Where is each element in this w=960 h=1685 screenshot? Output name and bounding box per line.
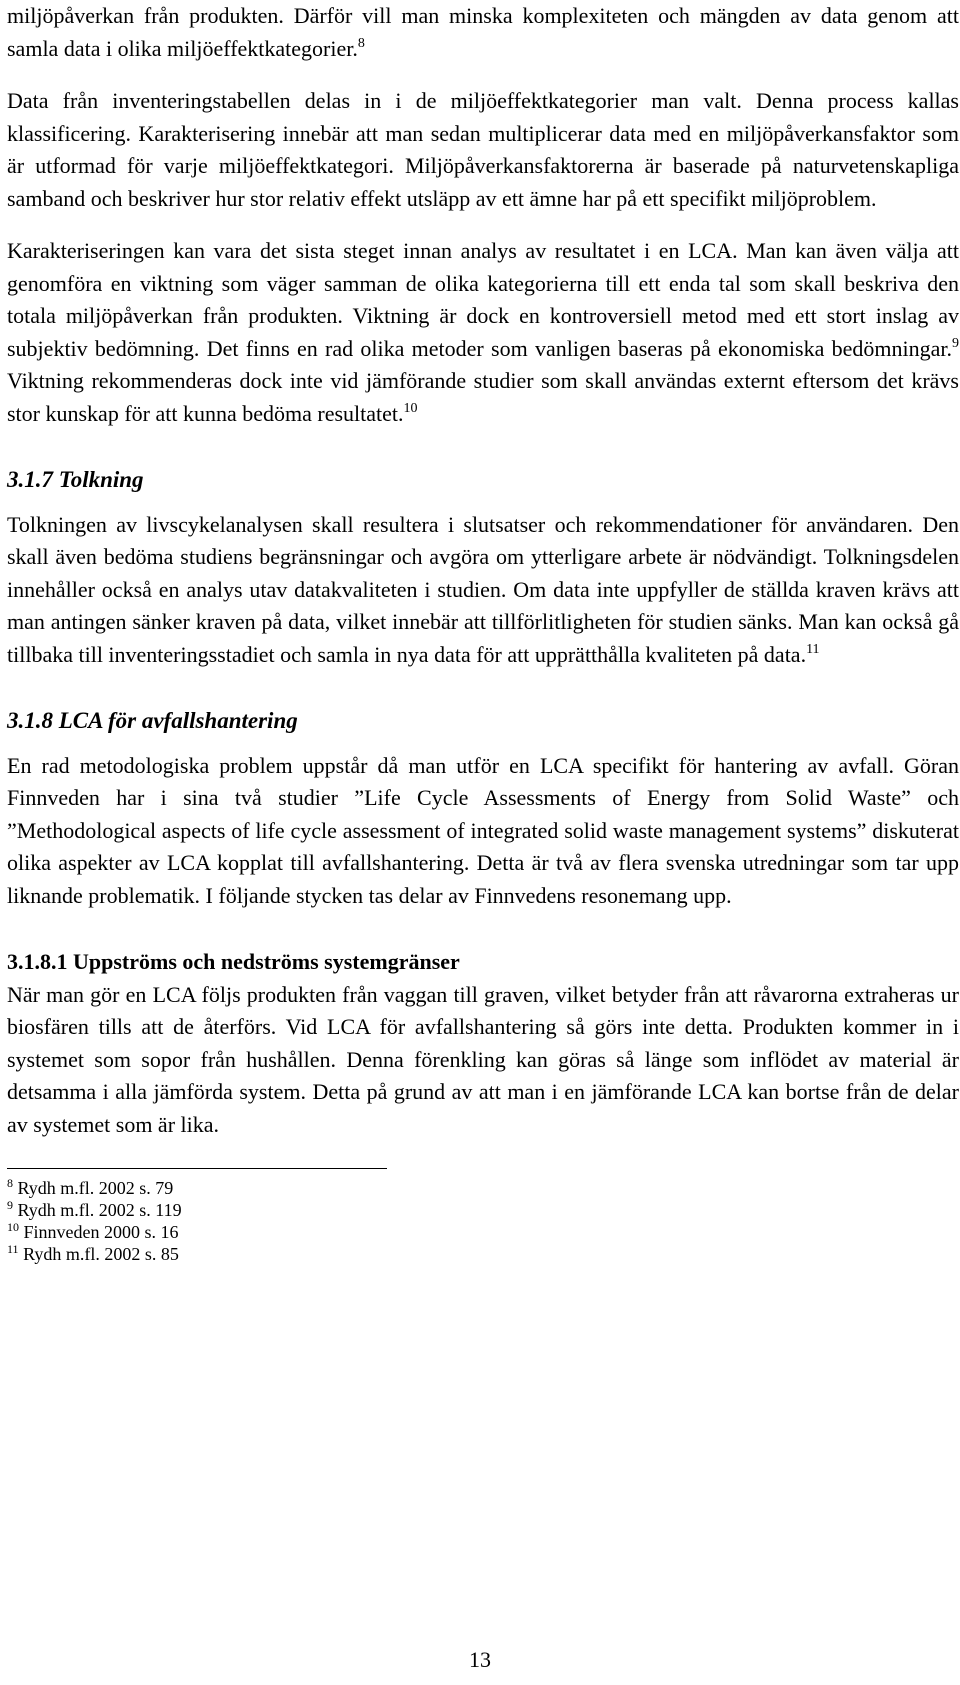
heading-uppstroms: 3.1.8.1 Uppströms och nedströms systemgränser (7, 949, 460, 974)
paragraph-text: Viktning rekommenderas dock inte vid jämförande studier som skall användas externt eftersom det krävs stor kunskap för att kunna bedöma resultatet. (7, 368, 959, 426)
footnote-ref: 9 (952, 335, 959, 351)
footnote-8 (7, 1177, 959, 1199)
footnote-text: Finnveden 2000 s. 16 (23, 1222, 179, 1242)
paragraph-3 (7, 235, 959, 430)
footnote-number: 10 (7, 1220, 19, 1234)
footnote-number: 9 (7, 1198, 13, 1212)
footnote-ref: 8 (357, 35, 365, 51)
paragraph-text: miljöpåverkan från produkten. Därför vill man minska komplexiteten och mängden av data genom att samla data i olika miljöeffektkategorier. (7, 3, 959, 61)
footnote-divider (7, 1168, 387, 1169)
page-number: 13 (469, 1647, 491, 1672)
footnote-ref: 11 (806, 641, 820, 657)
footnote-text: Rydh m.fl. 2002 s. 85 (23, 1244, 179, 1264)
paragraph-6: När man gör en LCA följs produkten från vaggan till graven, vilket betyder från att råvarorna extraheras ur biosfären tills att de återförs. Vid LCA för avfallshantering så görs inte detta. Produkten kommer in i systemet som sopor från hushållen. Denna förenkling kan göras så länge som inflödet av material är detsamma i alla jämförda system. Detta på grund av att man i en jämförande LCA kan bortse från de delar av systemet som är lika. (7, 981, 959, 1137)
footnote-number: 11 (7, 1242, 19, 1256)
footnote-number: 8 (7, 1176, 13, 1190)
paragraph-text: Tolkningen av livscykelanalysen skall resultera i slutsatser och rekommendationer för användaren. Den skall även bedöma studiens begränsningar och avgöra om ytterligare arbete är nödvändigt. Tolkningsdelen innehåller också en analys utav datakvaliteten i studien. Om data inte uppfyller de ställda kraven krävs att man antingen sänker kraven på data, vilket innebär att tillförlitligheten för studien sänks. Man kan också gå tillbaka till inventeringsstadiet och samla in nya data för att upprätthålla kvaliteten på data. (7, 511, 959, 667)
heading-tolkning: 3.1.7 Tolkning (7, 467, 144, 492)
footnote-9 (7, 1199, 959, 1221)
document-page (7, 0, 959, 1265)
paragraph-1 (7, 0, 959, 65)
paragraph-2: Data från inventeringstabellen delas in i de miljöeffektkategorier man valt. Denna process kallas klassificering. Karakterisering innebär att man sedan multiplicerar data med en miljöpåverkansfaktor som är utformad för varje miljöeffektkategori. Miljöpåverkansfaktorerna är baserade på naturvetenskapliga samband och beskriver hur stor relativ effekt utsläpp av ett ämne har på ett specifikt miljöproblem. (7, 88, 959, 211)
footnote-text: Rydh m.fl. 2002 s. 79 (17, 1178, 174, 1198)
footnote-ref: 10 (403, 400, 418, 416)
paragraph-text: Karakteriseringen kan vara det sista steget innan analys av resultatet i en LCA. Man kan även välja att genomföra en viktning som väger samman de olika kategorierna till ett enda tal som skall beskriva den totala miljöpåverkan från produkten. Viktning är dock en kontroversiell metod med ett stort inslag av subjektiv bedömning. Det finns en rad olika metoder som vanligen baseras på ekonomiska bedömningar. (7, 238, 959, 361)
footnote-text: Rydh m.fl. 2002 s. 119 (17, 1200, 182, 1220)
footnote-10 (7, 1221, 959, 1243)
paragraph-5: En rad metodologiska problem uppstår då man utför en LCA specifikt för hantering av avfall. Göran Finnveden har i sina två studier ”Life Cycle Assessments of Energy from Solid Waste” och ”Methodological aspects of life cycle assessment of integrated solid waste management systems” diskuterat olika aspekter av LCA kopplat till avfallshantering. Detta är två av flera svenska utredningar som tar upp liknande problematik. I följande stycken tas delar av Finnvedens resonemang upp. (7, 752, 959, 908)
heading-lca-avfall: 3.1.8 LCA för avfallshantering (7, 708, 298, 733)
paragraph-4 (7, 509, 959, 672)
footnote-11 (7, 1243, 959, 1265)
